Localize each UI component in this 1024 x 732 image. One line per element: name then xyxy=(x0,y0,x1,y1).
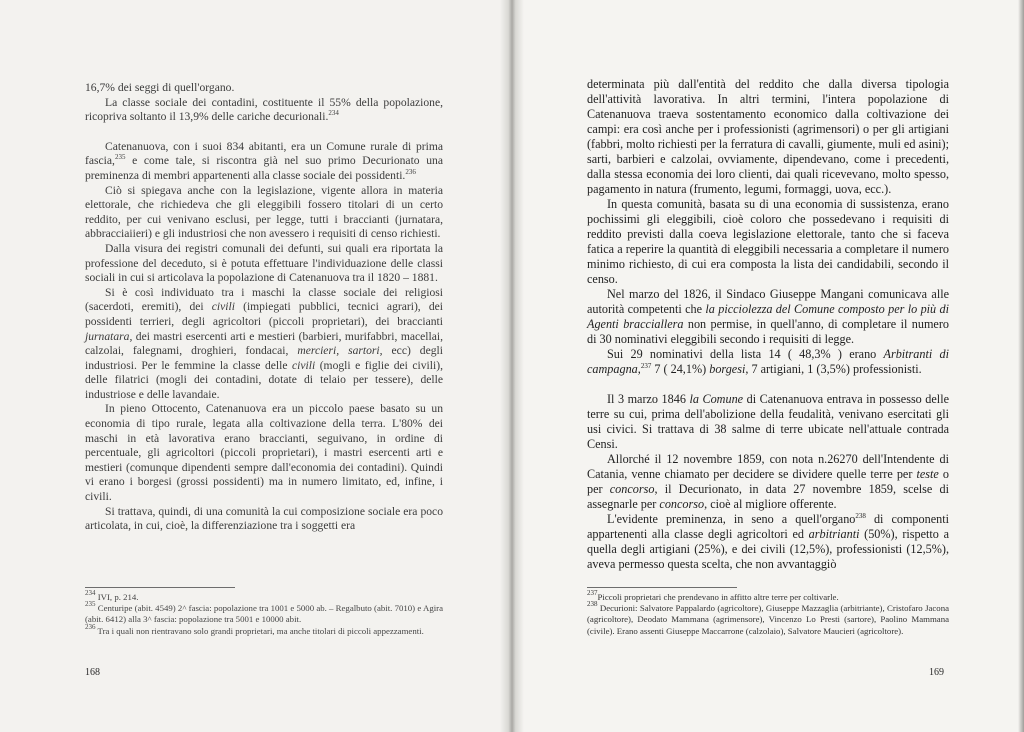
paragraph: Si è così individuato tra i maschi la classe sociale dei religiosi (sacerdoti, eremiti), dei civili (impiegati pubblici, tecnici agrari), dei possidenti terrieri, degli agricoltori (piccoli proprietari), dei braccianti jurnatara, dei mastri esercenti arti e mestieri (barbieri, murifabbri, macellai, calzolai, falegnami, droghieri, fondacai, mercieri, sartori, ecc) degli industriosi. Per le femmine la classe delle civili (mogli e figlie dei civili), delle filatrici (mogli dei contadini, dotate di telaio per tessere), delle industriose e delle lavandaie. xyxy=(85,285,444,401)
right-page xyxy=(512,0,1024,732)
paragraph: Nel marzo del 1826, il Sindaco Giuseppe Mangani comunicava alle autorità competenti che la picciolezza del Comune composto per lo più di Agenti bracciallera non permise, in quell'anno, di completare il numero di 30 nominativi eleggibili secondo i requisiti di legge. xyxy=(587,287,949,346)
paragraph: Catenanuova, con i suoi 834 abitanti, era un Comune rurale di prima fascia,$^{235}$ e come tale, si riscontra già nel suo primo Decurionato una preminenza di membri appartenenti alla classe sociale dei possidenti.$^{236}$ xyxy=(85,139,443,182)
footnote-rule xyxy=(587,587,737,588)
book-spine-shadow xyxy=(500,0,524,732)
footnote: $^{238}$ Decurioni: Salvatore Pappalardo (agricoltore), Giuseppe Mazzaglia (arbitriante), Cristofaro Jacona (agricoltore), Deodato Mammana (agrimensore), Vincenzo Lo Presti (sartore), Paolino Mammana (civile). Erano assenti Giuseppe Maccarrone (calzolaio), Salvatore Maucieri (agricoltore). xyxy=(587,600,950,636)
paragraph: L'evidente preminenza, in seno a quell'organo$^{238}$ di componenti appartenenti alla classe degli agricoltori ed arbitrianti (50%), rispetto a quella degli artigiani (25%), e dei civili (12,5%), professionisti (12,5%), aveva permesso questa scelta, che non avvantaggiò xyxy=(587,512,949,571)
page-number: 169 xyxy=(929,667,944,678)
paragraph: Sui 29 nominativi della lista 14 ( 48,3% ) erano Arbitranti di campagna,$^{237}$ 7 ( 24,1%) borgesi, 7 artigiani, 1 (3,5%) professionisti. xyxy=(587,347,949,376)
footnote-ref: 235 xyxy=(114,153,126,162)
footnotes xyxy=(85,589,443,637)
paragraph: Si trattava, quindi, di una comunità la cui composizione sociale era poco articolata, in cui, cioè, la differenziazione tra i soggetti era xyxy=(85,504,443,533)
footnote: $^{234}$ IVI, p. 214. xyxy=(85,589,139,602)
paragraph: Il 3 marzo 1846 la Comune di Catenanuova entrava in possesso delle terre su cui, prima dell'abolizione della feudalità, venivano esercitati gli usi civici. Si trattava di 38 salme di terre ubicate nell'attuale contrada Censi. xyxy=(587,392,949,451)
footnote: $^{236}$ Tra i quali non rientravano solo grandi proprietari, ma anche titolari di piccoli appezzamenti. xyxy=(85,622,424,636)
footnote-ref: 237 xyxy=(640,362,652,370)
left-page-body xyxy=(85,81,443,534)
paragraph: In questa comunità, basata su di una economia di sussistenza, erano pochissimi gli eleggibili, cioè coloro che possedevano i requisiti di reddito previsti dalla coeva legislazione elettorale, tanto che si faceva fatica a reperire la quantità di eleggibili necessaria a completare il numero minimo richiesto, di cui era composta la lista dei candidabili, secondo il censo. xyxy=(587,197,949,286)
footnote: $^{235}$ Centuripe (abit. 4549) 2^ fascia: popolazione tra 1001 e 5000 ab. – Regalbuto (abit. 7010) e Agira (abit. 6412) alla 3^ fascia: popolazione tra 5001 e 10000 abit. xyxy=(85,600,443,625)
footnote-ref: 234 xyxy=(328,109,339,118)
paragraph: In pieno Ottocento, Catenanuova era un piccolo paese basato su un economia di tipo rurale, legata alla coltivazione della terra. L'80% dei maschi in età lavorativa erano braccianti, seguivano, in ordine di percentuale, gli agricoltori (piccoli proprietari), i mastri esercenti arti e mestieri (comunque dipendenti sempre dall'economia dei contadini). Quindi vi erano i borgesi (grossi possidenti) ma in numero limitato, ed, infine, i civili. xyxy=(85,402,443,504)
paragraph: Allorché il 12 novembre 1859, con nota n.26270 dell'Intendente di Catania, venne chiamato per decidere se dividere quelle terre per teste o per concorso, il Decurionato, in data 27 novembre 1859, scelse di assegnarle per concorso, cioè al migliore offerente. xyxy=(587,452,949,511)
footnote-ref: 238 xyxy=(855,512,866,520)
footnote: $^{237}$Piccoli proprietari che prendevano in affitto altre terre per coltivarle. xyxy=(587,589,839,602)
right-page-body xyxy=(587,77,949,572)
scan-right-edge xyxy=(1018,0,1024,732)
paragraph: Dalla visura dei registri comunali dei defunti, sui quali era riportata la professione del deceduto, si è potuta effettuare l'individuazione delle classi sociali in cui si articolava la popolazione di Catenanuova tra il 1820 – 1881. xyxy=(85,241,443,285)
footnote-ref: 236 xyxy=(405,167,416,176)
paragraph: Ciò si spiegava anche con la legislazione, vigente allora in materia elettorale, che richiedeva che gli eleggibili fossero titolari di un certo reddito, per cui venivano esclusi, per legge, tutti i braccianti (jurnatara, abbracciaiieri) e gli industriosi che non avessero i requisiti di censo richiesti. xyxy=(85,183,443,241)
paragraph: determinata più dall'entità del reddito che dalla diversa tipologia dell'attività lavorativa. In altri termini, l'intera popolazione di Catenanuova traeva sostentamento economico dalla coltivazione dei campi: era così anche per i professionisti (agrimensori) o per gli artigiani (fabbri, molto richiesti per la ferratura di cavalli, giumente, muli ed asini); sarti, barbieri e calzolai, ovviamente, dipendevano, come i precedenti, dalla stessa economia dei loro clienti, dai quali ricevevano, molto spesso, pagamento in natura (frumento, legumi, formaggi, uova, ecc.). xyxy=(587,77,949,196)
footnote-rule xyxy=(85,587,235,588)
footnotes xyxy=(587,589,950,637)
paragraph: 16,7% dei seggi di quell'organo. xyxy=(85,81,235,94)
paragraph: La classe sociale dei contadini, costituente il 55% della popolazione, ricopriva soltanto il 13,9% delle cariche decurionali.$^{234}$ xyxy=(85,95,443,124)
page-number: 168 xyxy=(85,667,100,678)
